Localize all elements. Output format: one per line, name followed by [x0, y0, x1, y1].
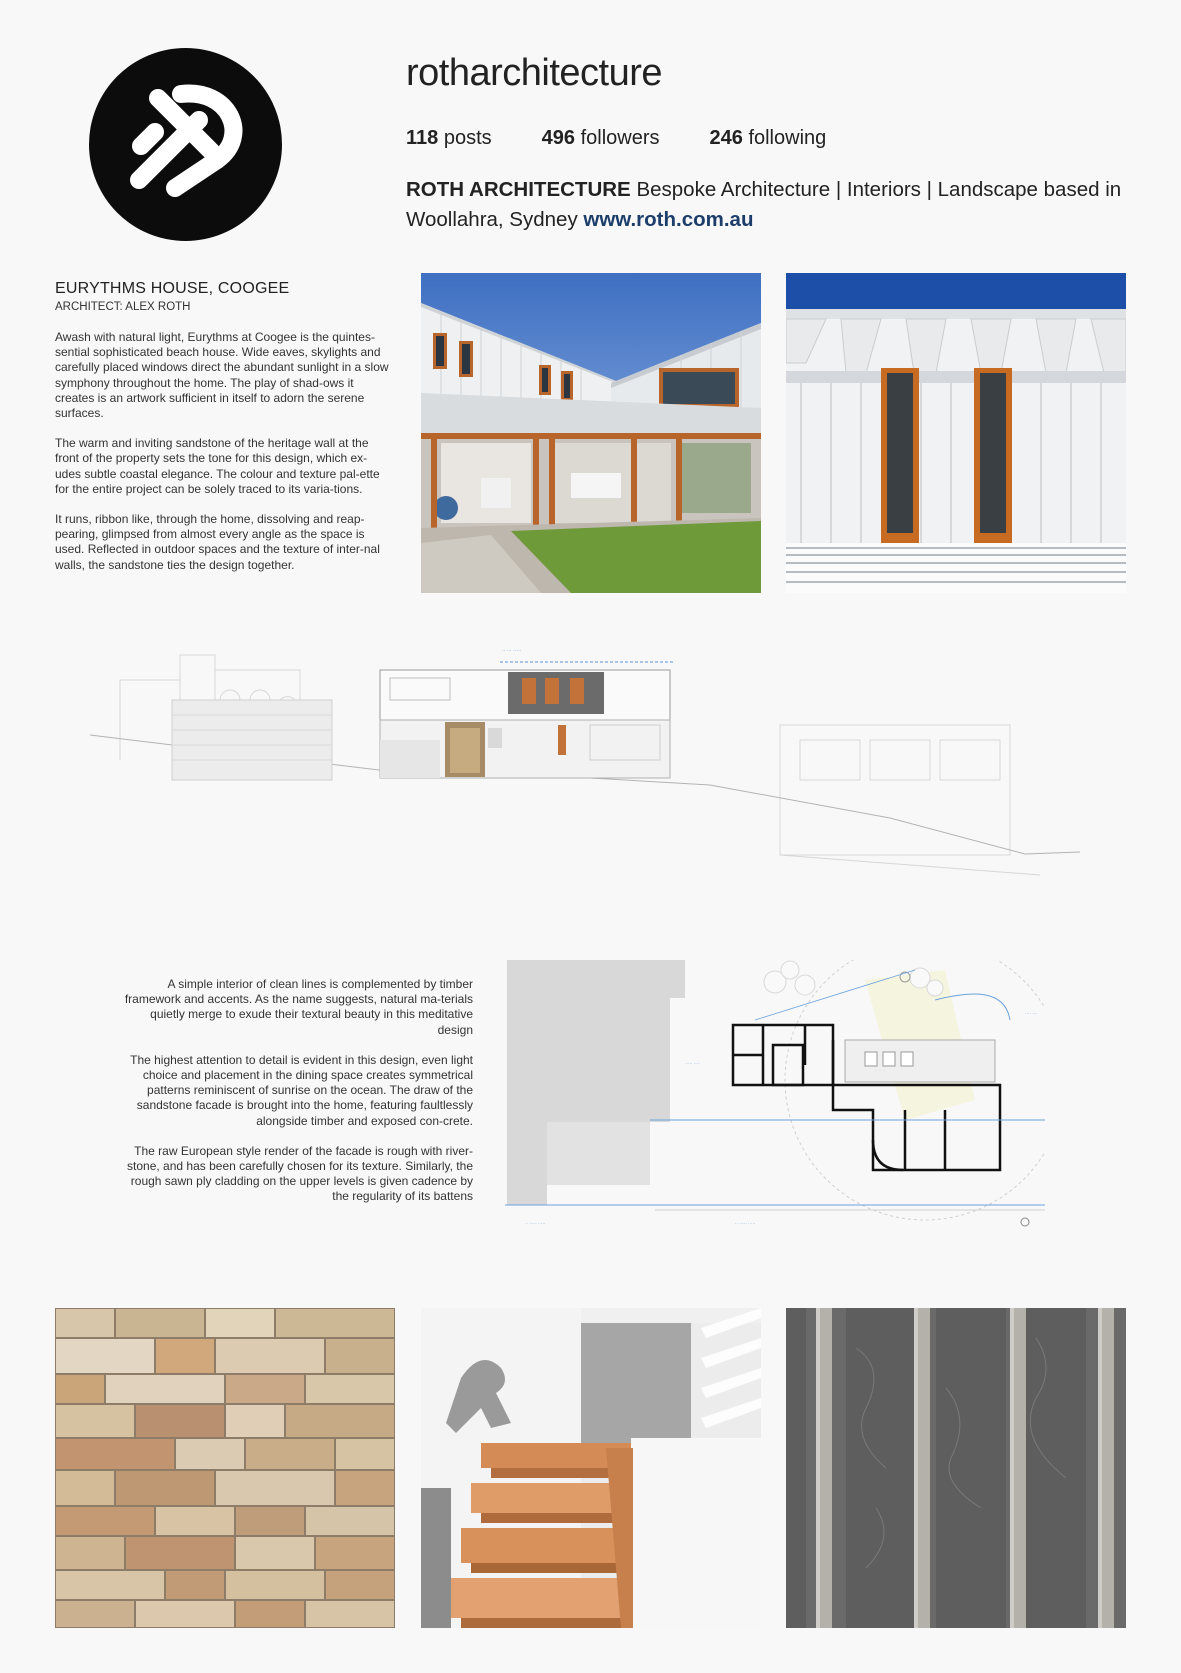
- sandstone-wall-photo[interactable]: [55, 1308, 395, 1628]
- profile-stats: [406, 127, 826, 150]
- project-architect: ARCHITECT: ALEX ROTH: [55, 301, 191, 313]
- profile-username: rotharchitecture: [406, 52, 663, 94]
- plan-annotation: ····· ····: [685, 1061, 700, 1066]
- timber-stairs-image: [421, 1308, 761, 1628]
- project-title: EURYTHMS HOUSE, COOGEE: [55, 280, 290, 297]
- plan-annotation: ···· ···: [1025, 1011, 1037, 1016]
- courtyard-photo[interactable]: [421, 273, 761, 593]
- followers-count: 496: [541, 127, 576, 149]
- description-paragraph: The highest attention to detail is evident in this design, even light choice and placement in the dining space creates symmetrical patterns reminiscent of sunrise on the ocean. The draw of the sandstone facade is brought into the home, featuring faultlessly alongside timber and exposed con-crete.: [130, 1052, 473, 1128]
- following-label: following: [748, 127, 827, 149]
- description-paragraph: The raw European style render of the facade is rough with river-stone, and has been carefully chosen for its texture. Similarly, the rough sawn ply cladding on the upper levels is given cadence by the regularity of its battens: [127, 1143, 473, 1204]
- description-paragraph: It runs, ribbon like, through the home, dissolving and reap-pearing, glimpsed from almost every angle as the space is used. Reflected in outdoor spaces and the texture of inter-nal walls, the sandstone ties the design together.: [55, 512, 380, 572]
- followers-stat[interactable]: [542, 127, 660, 150]
- posts-label: posts: [443, 127, 492, 149]
- followers-label: followers: [580, 127, 660, 149]
- bio-text: Bespoke Architecture | Interiors | Landscape based in Woollahra, Sydney: [406, 178, 1122, 231]
- description-paragraph: A simple interior of clean lines is complemented by timber framework and accents. As the name suggests, natural ma-terials quietly merge to exude their textural beauty in this meditative design: [124, 977, 473, 1037]
- following-stat[interactable]: [710, 127, 827, 150]
- plan-annotation: ·· ····· ·····: [525, 1221, 546, 1226]
- window-detail-photo[interactable]: [786, 273, 1126, 593]
- floor-plan-drawing[interactable]: [505, 960, 1045, 1230]
- description-paragraph: Awash with natural light, Eurythms at Coogee is the quintes-sential sophisticated beach house. Wide eaves, skylights and carefully placed windows direct the abundant sunlight in a slow symphony throughout the home. The play of shad-ows it creates is an artwork sufficient in itself to adorn the serene surfaces.: [55, 330, 389, 421]
- sandstone-wall-image: [55, 1308, 395, 1628]
- following-count: 246: [709, 127, 743, 149]
- profile-bio: [406, 175, 1136, 235]
- elevation-annotation: ·· ··· ·····: [502, 648, 522, 654]
- ply-cladding-image: [786, 1308, 1126, 1628]
- project-description: [55, 330, 392, 588]
- posts-count: 118: [406, 127, 439, 149]
- bio-name: ROTH ARCHITECTURE: [406, 178, 631, 201]
- interior-description: [120, 977, 473, 1220]
- courtyard-image: [421, 273, 761, 593]
- description-paragraph: The warm and inviting sandstone of the heritage wall at the front of the property sets the tone for this design, which ex-udes subtle coastal elegance. The colour and texture pal-ette for the entire project can be solely traced to its varia-tions.: [55, 436, 380, 496]
- posts-stat[interactable]: [406, 127, 492, 150]
- ply-cladding-photo[interactable]: [786, 1308, 1126, 1628]
- street-elevation-drawing[interactable]: [90, 640, 1090, 920]
- plan-annotation: ·· ····· ·····: [735, 1221, 756, 1226]
- timber-stairs-photo[interactable]: [421, 1308, 761, 1628]
- window-detail-image: [786, 273, 1126, 593]
- bio-link[interactable]: www.roth.com.au: [583, 208, 754, 231]
- roth-logo-icon[interactable]: [89, 48, 282, 241]
